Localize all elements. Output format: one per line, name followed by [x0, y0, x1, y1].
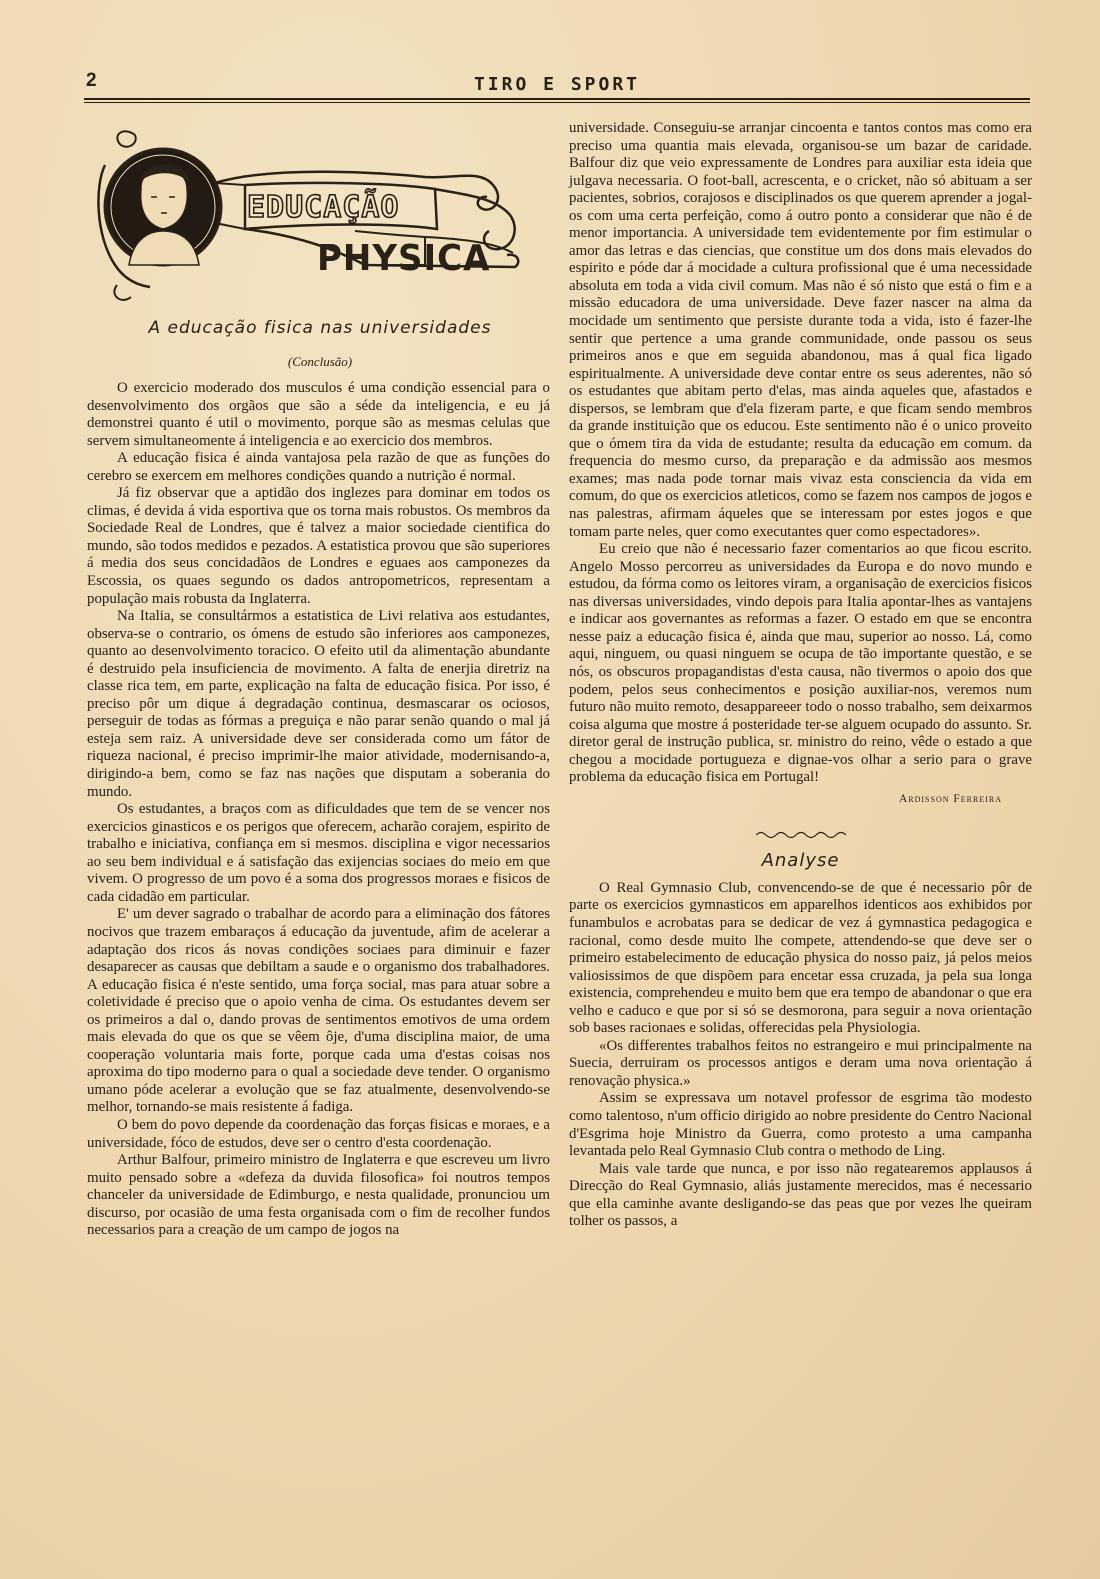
- analyse-paragraph: Mais vale tarde que nunca, e por isso não regatearemos applausos á Direcção do Real Gymnasio, aliás justamente merecidos, mas é necessario que ella caminhe avante desligando-se das peas que por vezes lhe queiram tolher os passos, a: [569, 1160, 1032, 1230]
- article-paragraph: Já fiz observar que a aptidão dos inglezes para dominar em todos os climas, é devida á vida esportiva que os torna mais robustos. Os membros da Sociedade Real de Londres, que é talvez a maior sociedade cientifica do mundo, são todos medidos e pezados. A estatistica provou que são superiores á media dos seus concidadãos de Londres e eguaes aos camponezes da Escossia, os quaes segundo os dados antropometricos, representam a população mais robusta da Inglaterra.: [87, 485, 550, 607]
- header-rule-thin: [84, 102, 1030, 103]
- analyse-paragraph: «Os differentes trabalhos feitos no estrangeiro e mui principalmente na Suecia, derruiram os processos antigos e deram uma nova orientação á renovação physica.»: [569, 1037, 1032, 1089]
- article-paragraph: Na Italia, se consultármos a estatistica de Livi relativa aos estudantes, observa-se o contrario, os ómens de estudo são inferiores aos camponezes, quanto ao desenvolvimento toracico. O efeito util da alimentação abundante é destruido pela insuficiencia de movimento. A falta de enerjia diretriz na classe rica tem, em parte, explicação na falta de educação fisica. Por isso, é preciso pôr um dique á degradação continua, desmascarar os ociosos, perseguir de todas as fórmas a preguiça e não parar senão quando o mal já esteja sem raiz. A universidade deve ser considerada como um fátor de riqueza nacional, é preciso imprimir-lhe maior atividade, modernisando-a, dirigindo-a bem, como se faz nas nações que disputam a soberania do mundo.: [87, 608, 550, 800]
- page-header: [84, 70, 1030, 96]
- article-paragraph: A educação fisica é ainda vantajosa pela razão de que as funções do cerebro se exercem em melhores condições quando a nutrição é normal.: [87, 450, 550, 484]
- article-paragraph: O bem do povo depende da coordenação das forças fisicas e moraes, e a universidade, fóco de estudos, deve ser o centro d'esta coordenação.: [87, 1116, 550, 1151]
- article-paragraph: Eu creio que não é necessario fazer comentarios ao que ficou escrito. Angelo Mosso percorreu as universidades da Europa e do novo mundo e estudou, da fórma como os leitores viram, a organisação de exercicios fisicos nas diversas universidades, vindo depois para Italia apontar-lhes as vantajens e indicar aos governantes as reformas a fazer. O estado em que se encontra nesse paiz a educação fisica é, ainda que mau, superior ao nosso. Lá, como aqui, ninguem, ou quasi ninguem se ocupa de tão importante questão, e se nós, os obscuros propagandistas d'esta causa, não tivermos o apoio dos que podem, pelos seus conhecimentos e posição auxiliar-nos, veremos num futuro não muito remoto, desappareeer todo o nosso trabalho, sem deixarmos coisa alguma que mostre á posteridade ter-se alguem ocupado do assunto. Sr. diretor geral de instrução publica, sr. ministro do reino, vêde o estado a que chegou a mocidade portugueza e dignae-vos olhar a serio para o grave problema da educação fisica em Portugal!: [569, 541, 1032, 786]
- article-subtitle: A educação fisica nas universidades: [148, 318, 492, 338]
- analyse-paragraph: O Real Gymnasio Club, convencendo-se de que é necessario pôr de parte os exercicios gymnasticos em apparelhos identicos aos exhibidos por funambulos e acrobatas para se dedicar de vez á gymnastica pedagogica e racional, como desde muito lhe compete, attendendo-se que deve ser o primeiro estabelecimento de educação physica do nosso paiz, já pelos meios valiosissimos de que dispõem para encetar essa cruzada, ja pela sua longa existencia, comprehendeu e muito bem que era tempo de abandonar o que era velho e caduco e que por si só se desmorona, para seguir a nova orientação sob bases racionaes e solidas, offerecidas pela Physiologia.: [569, 879, 1032, 1037]
- article-paragraph: O exercicio moderado dos musculos é uma condição essencial para o desenvolvimento dos orgãos que são a séde da inteligencia, e eu já demonstrei quanto é util o movimento, porque são as mesmas celulas que servem simultaneomente á inteligencia e ao exercicio dos membros.: [87, 380, 550, 449]
- header-rule: [84, 98, 1030, 100]
- page-number: 2: [86, 70, 97, 91]
- analyse-paragraph: Assim se expressava um notavel professor de esgrima tão modesto como talentoso, n'um officio dirigido ao nobre presidente do Centro Nacional d'Esgrima hoje Ministro da Guerra, como protesto a uma campanha levantada pelo Real Gymnasio Club contra o methodo de Ling.: [569, 1090, 1032, 1160]
- left-column: [87, 380, 550, 1240]
- article-paragraph: Arthur Balfour, primeiro ministro de Inglaterra e que escreveu um livro muito pensado sobre a «defeza da duvida filosofica» foi noutros tempos chanceler da universidade de Edimburgo, e nesta qualidade, pronunciou um discurso, por ocasião de uma festa organisada com o fim de recolher fundos necessarios para a creação de um campo de jogos na: [87, 1152, 550, 1239]
- article-paragraph: Os estudantes, a braços com as dificuldades que tem de se vencer nos exercicios ginasticos e os perigos que oferecem, acharão corajem, espirito de trabalho e iniciativa, confiança em si mesmos. disciplina e vigor necessarios ao seu bem individual e á satisfação das exijencias sociaes do meio em que vivem. O progresso de um povo é a soma dos progressos moraes e fisicos de cada cidadão em particular.: [87, 801, 550, 905]
- educacao-physica-banner: [95, 125, 520, 305]
- banner-line1: EDUCAÇÃO: [247, 190, 400, 225]
- author-signature: Ardisson Ferreira: [898, 792, 1002, 805]
- banner-line2: PHYSICA: [317, 238, 491, 280]
- section-divider: [569, 828, 1032, 846]
- analyse-heading: Analyse: [761, 850, 840, 872]
- article-paragraph: E' um dever sagrado o trabalhar de acordo para a eliminação dos fátores nocivos que trazem embaraços á educação da juventude, afim de acelerar a adaptação dos ricos ás novas condições sociaes para diminuir e fazer desaparecer as causas que debiltam a saude e o organismo dos trabalhadores. A educação fisica é n'este sentido, uma força social, mas para atuar sobre a coletividade é preciso que o apoio venha de cima. Os estudantes devem ser os primeiros a dal o, dando provas de sentimentos emotivos de uma ordem mais elevada do que os que se vêem ôje, d'uma disciplina maior, de uma cooperação voluntaria mais forte, porque cada uma d'estas coisas nos aproxima do tipo moderno para o qual a sociedade deve tender. O organismo umano póde acelerar a evolução que se faz atualmente, desenvolvendo-se melhor, tornando-se mais resistente á fadiga.: [87, 906, 550, 1116]
- conclusion-note: (Conclusão): [287, 354, 353, 369]
- journal-title: TIRO E SPORT: [473, 74, 641, 95]
- right-column: [569, 120, 1032, 1231]
- article-paragraph: universidade. Conseguiu-se arranjar cincoenta e tantos contos mas como era preciso uma quantia mais elevada, organisou-se um bazar de caridade. Balfour diz que veio expressamente de Londres para auxiliar esta ideia que julgava necessaria. O foot-ball, acrescenta, e o cricket, não só abituam a ser pacientes, sobrios, corajosos e disciplinados os que querem aprender a jogal-os com uma certa perfeição, como á outro ponto a considerar que não é de menor importancia. A universidade tem evidentemente por fim estimular o amor das letras e das ciencias, que constitue um dos dons mais elevados do espirito e póde dar á mocidade a cultura profissional que é uma necessidade absoluta em toda a vida civil comum. Mas não é só nisto que está o fim e a missão educadora de uma universidade. Deve fazer nascer na alma da mocidade um sentimento que persiste durante toda a vida, isto é fazer-lhe sentir que pertence a uma grande communidade, onde passou os seus primeiros anos e que em seguida abandonou, mas á qual fica ligado espiritualmente. A universidade deve contar entre os seus aderentes, não só os estudantes que abitam perto d'elas, mas ainda aqueles que, afastados e dispersos, se lembram que d'ela fizeram parte, e que ficam sendo membros da grande instituição que os educou. Este sentimento não é o unico proveito que o ómem tira da vida de estudante; resulta da educação em comum. da frequencia do mesmo curso, da preparação e da admissão aos mesmos exames; mas nada pode tornar mais vivaz esta consciencia da vida em comum, do que os exercicios atleticos, como se fazem nos campos de jogos e nas palestras, afirmam áqueles que se interessam por estes jogos e que tomam parte neles, quer como executantes quer como espectadores».: [569, 120, 1032, 540]
